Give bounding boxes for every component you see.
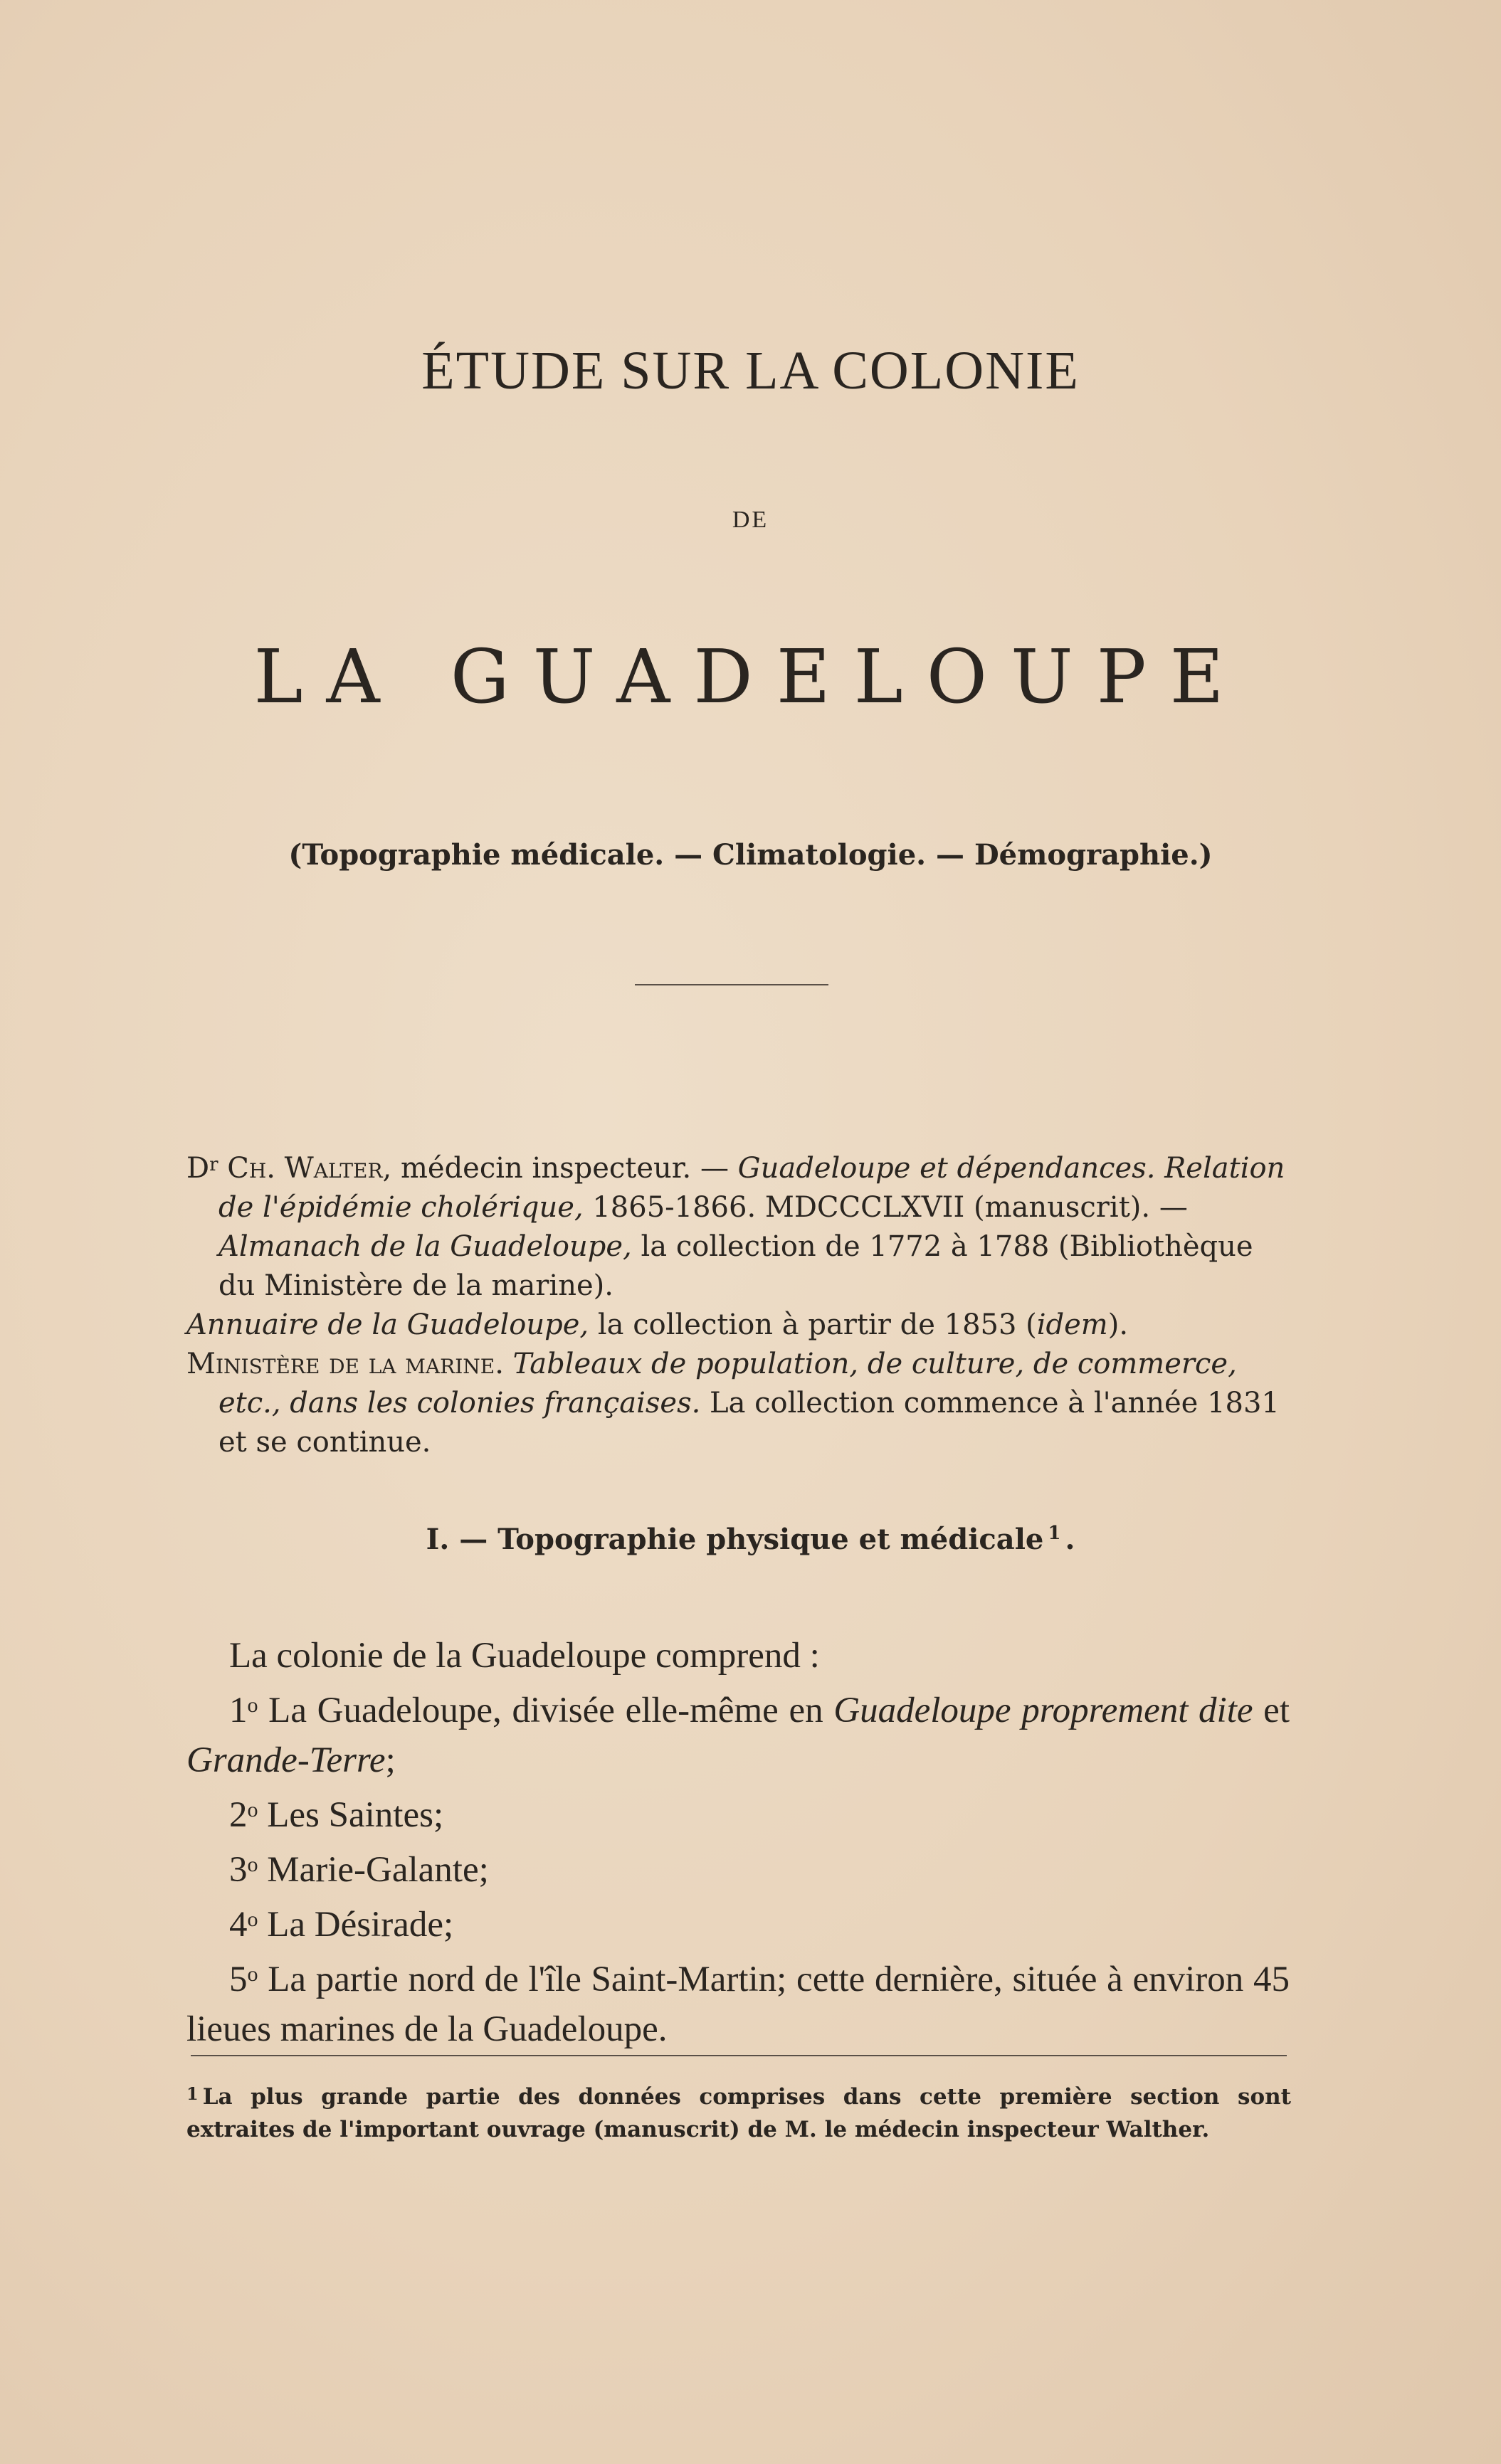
body-text bbox=[186, 1631, 1290, 2054]
bibliography-entry-walter bbox=[186, 1146, 1290, 1306]
item-degree: o bbox=[247, 1908, 258, 1931]
bib-role: , médecin inspecteur. — bbox=[382, 1152, 738, 1185]
bib-tableaux-title: Tableaux de population, de culture, de commerce, etc., dans les colonies françaises. bbox=[218, 1348, 1237, 1419]
bibliography-entry-annuaire bbox=[186, 1306, 1290, 1345]
item-degree: o bbox=[247, 1693, 258, 1717]
bib-work-title: Guadeloupe et dépendances. Relation de l'épidémie cholérique, bbox=[218, 1152, 1285, 1224]
item-text: La Désirade; bbox=[258, 1905, 454, 1945]
item-italic-grande-terre: Grande-Terre bbox=[186, 1740, 386, 1780]
list-item bbox=[186, 1950, 1290, 2054]
item-text: La partie nord de l'île Saint-Martin; cette dernière, située à environ 45 lieues marines de la Guadeloupe. bbox=[186, 1960, 1290, 2049]
footnote-divider bbox=[191, 2055, 1287, 2056]
item-number: 1 bbox=[229, 1691, 248, 1730]
footnote bbox=[186, 2078, 1291, 2146]
bib-almanach-title: Almanach de la Guadeloupe, bbox=[218, 1230, 632, 1263]
item-italic-guadeloupe: Guadeloupe proprement dite bbox=[833, 1691, 1253, 1730]
footnote-text: La plus grande partie des données comprises dans cette première section sont extraites de l'important ouvrage (manuscrit) de M. le médecin inspecteur Walther. bbox=[186, 2084, 1291, 2142]
title-divider bbox=[635, 984, 828, 985]
bibliography-entry-ministere bbox=[186, 1345, 1290, 1462]
bib-dr-sup: r bbox=[209, 1154, 218, 1175]
bib-work-details: 1865-1866. MDCCCLXVII (manuscrit). — bbox=[583, 1191, 1188, 1224]
bib-annuaire-title: Annuaire de la Guadeloupe, bbox=[186, 1308, 589, 1341]
title-connector: DE bbox=[732, 507, 769, 533]
body-intro: La colonie de la Guadeloupe comprend : bbox=[229, 1636, 820, 1676]
list-item bbox=[186, 1681, 1290, 1785]
bib-author: Ch. Walter bbox=[218, 1152, 383, 1185]
bib-dr: D bbox=[186, 1152, 210, 1185]
bib-annuaire-details: la collection à partir de 1853 ( bbox=[589, 1308, 1037, 1341]
item-degree: o bbox=[247, 1962, 258, 1986]
item-number: 4 bbox=[229, 1905, 248, 1945]
item-degree: o bbox=[247, 1853, 258, 1876]
item-number: 5 bbox=[229, 1960, 248, 1999]
item-text: Marie-Galante; bbox=[258, 1850, 489, 1890]
section-heading bbox=[0, 1523, 1501, 1556]
subtitle: (Topographie médicale. — Climatologie. — Démographie.) bbox=[288, 838, 1213, 872]
bib-ministere: Ministère de la marine bbox=[186, 1348, 495, 1380]
list-item bbox=[186, 1895, 1290, 1950]
item-degree: o bbox=[247, 1798, 258, 1821]
item-text: Les Saintes; bbox=[258, 1795, 444, 1835]
title-main: LA GUADELOUPE bbox=[253, 633, 1248, 720]
section-heading-end: . bbox=[1065, 1523, 1075, 1556]
bib-sep: . bbox=[495, 1348, 513, 1380]
title-line-1: ÉTUDE SUR LA COLONIE bbox=[421, 341, 1080, 401]
section-heading-text: I. — Topographie physique et médicale bbox=[426, 1523, 1044, 1556]
item-text-end: ; bbox=[385, 1740, 396, 1780]
item-text-and: et bbox=[1253, 1691, 1290, 1730]
footnote-mark: 1 bbox=[186, 2083, 199, 2104]
item-number: 3 bbox=[229, 1850, 248, 1890]
item-text: La Guadeloupe, divisée elle-même en bbox=[258, 1691, 834, 1730]
bibliography bbox=[186, 1146, 1290, 1462]
bib-annuaire-end: ). bbox=[1107, 1308, 1129, 1341]
bib-idem: idem bbox=[1036, 1308, 1108, 1341]
list-item bbox=[186, 1785, 1290, 1840]
bib-tableaux-details: La collection commence à l'année 1831 et se continue. bbox=[218, 1387, 1280, 1459]
bib-almanach-details: la collection de 1772 à 1788 (Bibliothèque du Ministère de la marine). bbox=[218, 1230, 1253, 1302]
list-item bbox=[186, 1840, 1290, 1895]
item-number: 2 bbox=[229, 1795, 248, 1835]
footnote-reference: 1 bbox=[1048, 1523, 1061, 1544]
